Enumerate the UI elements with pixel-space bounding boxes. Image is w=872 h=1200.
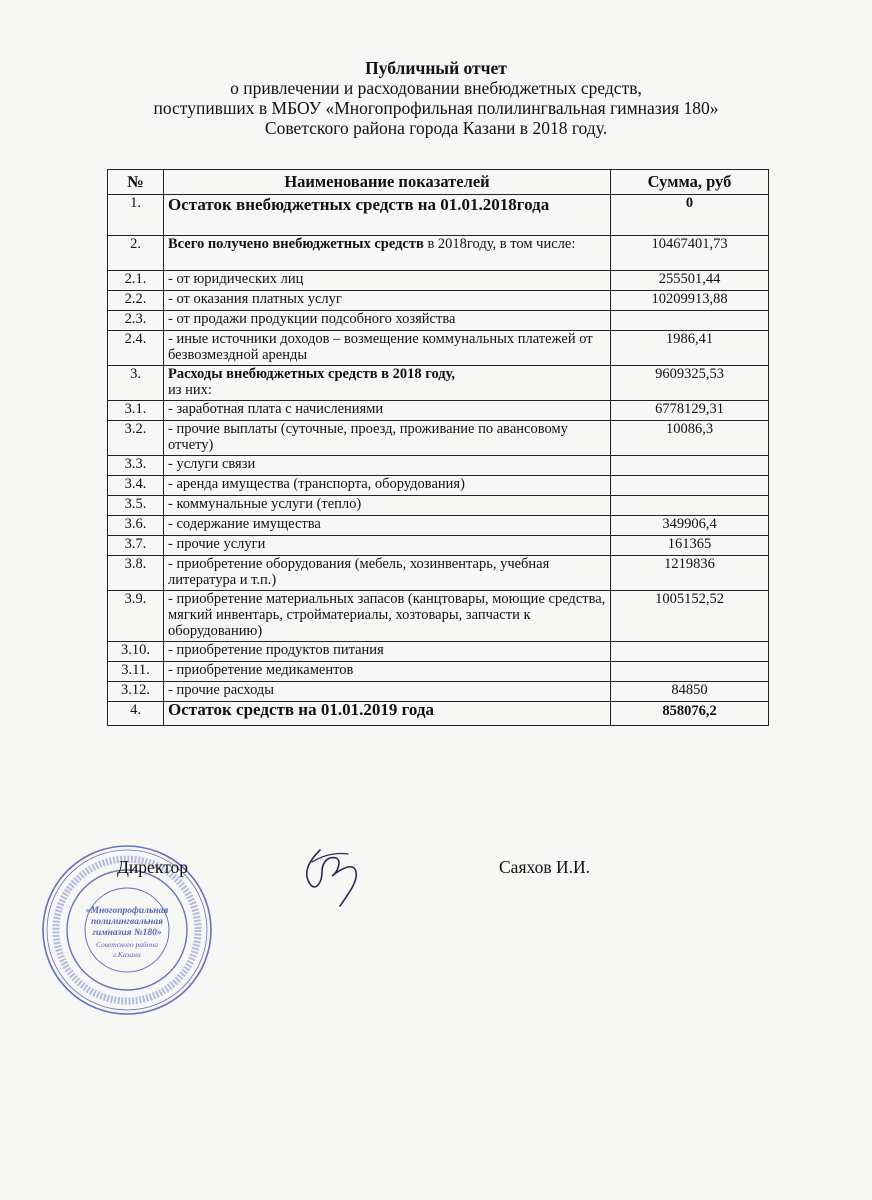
report-title: Публичный отчет bbox=[365, 58, 507, 78]
stamp-text: полилингвальная bbox=[91, 917, 163, 927]
row-name: - иные источники доходов – возмещение коммунальных платежей от безвозмездной аренды bbox=[164, 331, 611, 366]
row-number: 3.8. bbox=[108, 556, 164, 591]
row-number: 3.12. bbox=[108, 682, 164, 702]
row-number: 4. bbox=[108, 702, 164, 726]
row-name bbox=[164, 236, 611, 271]
table-row bbox=[108, 291, 769, 311]
row-sum bbox=[611, 496, 769, 516]
row-sum: 10086,3 bbox=[611, 421, 769, 456]
row-number: 2.1. bbox=[108, 271, 164, 291]
row-name: - аренда имущества (транспорта, оборудования) bbox=[164, 476, 611, 496]
table-row bbox=[108, 366, 769, 401]
table-header-row bbox=[108, 170, 769, 195]
stamp-text: «Многопрофильная bbox=[85, 906, 169, 916]
row-number: 2.4. bbox=[108, 331, 164, 366]
signature-person: Саяхов И.И. bbox=[499, 857, 590, 877]
row-name: - содержание имущества bbox=[164, 516, 611, 536]
row-name: - прочие расходы bbox=[164, 682, 611, 702]
report-subtitle-line: Советского района города Казани в 2018 году. bbox=[264, 118, 608, 138]
row-sum: 6778129,31 bbox=[611, 401, 769, 421]
row-sum: 9609325,53 bbox=[611, 366, 769, 401]
row-name: Остаток средств на 01.01.2019 года bbox=[164, 702, 611, 726]
row-name: - прочие услуги bbox=[164, 536, 611, 556]
row-name bbox=[164, 366, 611, 401]
row-name-rest: в 2018году, в том числе: bbox=[423, 236, 576, 252]
table-row bbox=[108, 702, 769, 726]
row-name: - приобретение оборудования (мебель, хозинвентарь, учебная литература и т.п.) bbox=[164, 556, 611, 591]
table-row bbox=[108, 556, 769, 591]
report-table bbox=[107, 169, 769, 726]
row-number: 1. bbox=[108, 195, 164, 236]
row-name: - от юридических лиц bbox=[164, 271, 611, 291]
table-row bbox=[108, 591, 769, 642]
stamp-text: г.Казани bbox=[113, 950, 141, 959]
table-row bbox=[108, 236, 769, 271]
table-row bbox=[108, 271, 769, 291]
row-name-bold: Расходы внебюджетных средств в 2018 году, bbox=[168, 366, 456, 382]
row-sum: 349906,4 bbox=[611, 516, 769, 536]
column-header-num: № bbox=[108, 170, 164, 195]
row-name: - услуги связи bbox=[164, 456, 611, 476]
row-number: 3.11. bbox=[108, 662, 164, 682]
table-row bbox=[108, 476, 769, 496]
row-name: - приобретение продуктов питания bbox=[164, 642, 611, 662]
row-number: 3.10. bbox=[108, 642, 164, 662]
row-name: - заработная плата с начислениями bbox=[164, 401, 611, 421]
row-sum: 84850 bbox=[611, 682, 769, 702]
table-row bbox=[108, 331, 769, 366]
row-sum bbox=[611, 662, 769, 682]
row-sum: 858076,2 bbox=[611, 702, 769, 726]
table-row bbox=[108, 682, 769, 702]
table-row bbox=[108, 421, 769, 456]
row-sum bbox=[611, 476, 769, 496]
column-header-sum: Сумма, руб bbox=[611, 170, 769, 195]
signature-role: Директор bbox=[117, 857, 189, 877]
row-name: - коммунальные услуги (тепло) bbox=[164, 496, 611, 516]
row-name: - приобретение медикаментов bbox=[164, 662, 611, 682]
report-subtitle-line: о привлечении и расходовании внебюджетных средств, bbox=[230, 78, 642, 98]
row-sum bbox=[611, 642, 769, 662]
stamp-text: Советского района bbox=[95, 940, 159, 949]
table-row bbox=[108, 195, 769, 236]
row-number: 3.5. bbox=[108, 496, 164, 516]
row-sum: 10467401,73 bbox=[611, 236, 769, 271]
table-row bbox=[108, 662, 769, 682]
row-number: 3.2. bbox=[108, 421, 164, 456]
row-number: 3.3. bbox=[108, 456, 164, 476]
table-row bbox=[108, 642, 769, 662]
row-number: 3.6. bbox=[108, 516, 164, 536]
row-number: 2.3. bbox=[108, 311, 164, 331]
table-row bbox=[108, 311, 769, 331]
stamp-text: гимназия №180» bbox=[92, 928, 162, 938]
row-number: 3.7. bbox=[108, 536, 164, 556]
column-header-name: Наименование показателей bbox=[164, 170, 611, 195]
row-name: Остаток внебюджетных средств на 01.01.2018года bbox=[164, 195, 611, 236]
row-sum bbox=[611, 456, 769, 476]
row-name: - прочие выплаты (суточные, проезд, проживание по авансовому отчету) bbox=[164, 421, 611, 456]
row-number: 3. bbox=[108, 366, 164, 401]
row-sum: 1986,41 bbox=[611, 331, 769, 366]
table-row bbox=[108, 401, 769, 421]
table-row bbox=[108, 516, 769, 536]
row-name-rest: из них: bbox=[168, 382, 212, 398]
row-number: 2.2. bbox=[108, 291, 164, 311]
row-number: 3.9. bbox=[108, 591, 164, 642]
row-sum: 255501,44 bbox=[611, 271, 769, 291]
row-name: - приобретение материальных запасов (канцтовары, моющие средства, мягкий инвентарь, стройматериалы, хозтовары, запчасти к оборудованию) bbox=[164, 591, 611, 642]
row-sum: 1219836 bbox=[611, 556, 769, 591]
row-sum: 10209913,88 bbox=[611, 291, 769, 311]
table-row bbox=[108, 456, 769, 476]
row-sum bbox=[611, 311, 769, 331]
row-name-bold: Всего получено внебюджетных средств bbox=[168, 236, 424, 252]
row-sum: 1005152,52 bbox=[611, 591, 769, 642]
table-row bbox=[108, 496, 769, 516]
row-sum: 0 bbox=[611, 195, 769, 236]
report-title-block bbox=[100, 58, 772, 138]
row-name: - от оказания платных услуг bbox=[164, 291, 611, 311]
table-row bbox=[108, 536, 769, 556]
row-number: 3.4. bbox=[108, 476, 164, 496]
row-name: - от продажи продукции подсобного хозяйства bbox=[164, 311, 611, 331]
row-number: 2. bbox=[108, 236, 164, 271]
row-number: 3.1. bbox=[108, 401, 164, 421]
row-sum: 161365 bbox=[611, 536, 769, 556]
report-subtitle-line: поступивших в МБОУ «Многопрофильная полилингвальная гимназия 180» bbox=[153, 98, 719, 118]
handwritten-signature-icon bbox=[292, 832, 372, 912]
